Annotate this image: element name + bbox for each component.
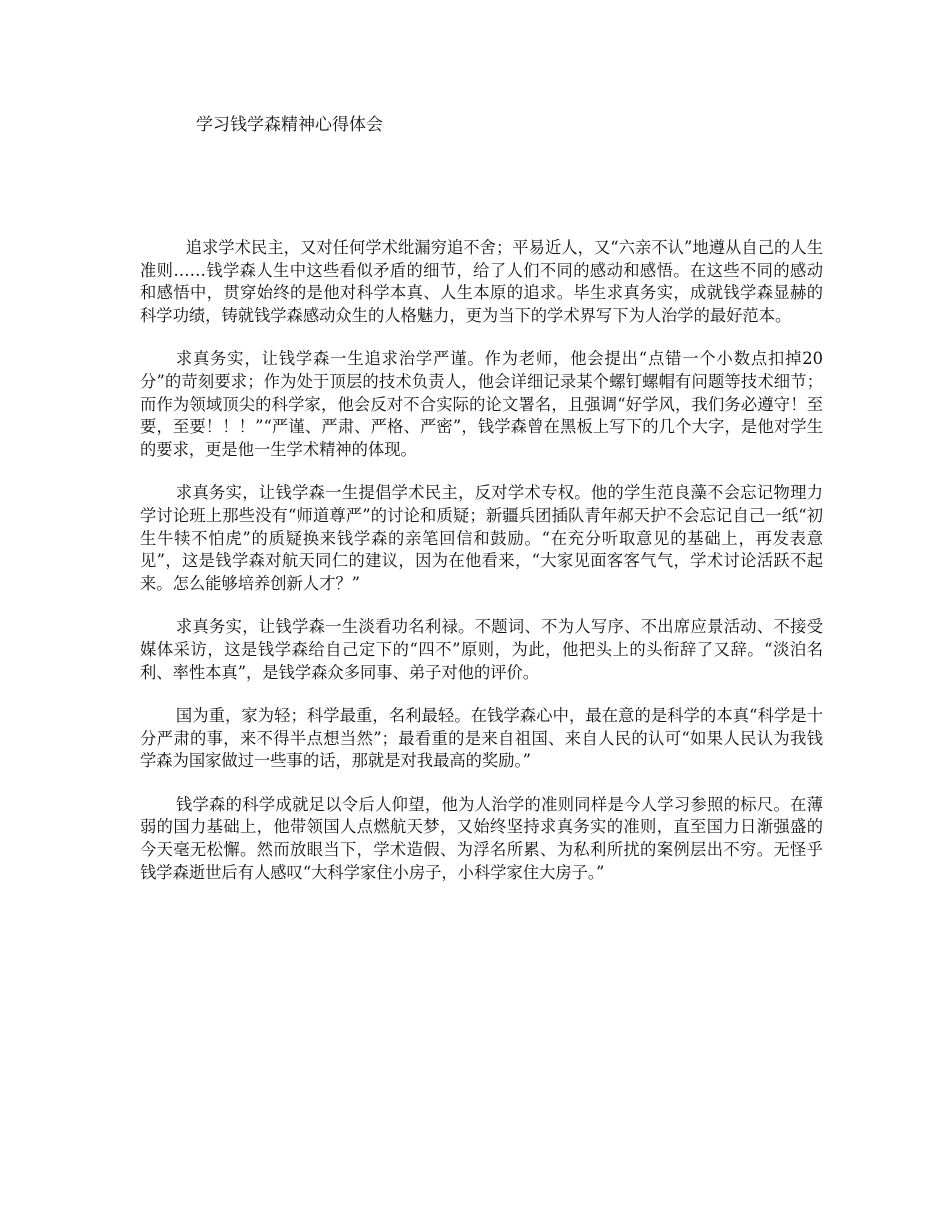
- paragraph-democracy: 求真务实，让钱学森一生提倡学术民主，反对学术专权。他的学生范良藻不会忘记物理力学讨论班上那些没有“师道尊严”的讨论和质疑；新疆兵团插队青年郝天护不会忘记自己一纸“初生牛犊不怕虎”的质疑换来钱学森的亲笔回信和鼓励。“在充分听取意见的基础上，再发表意见”，这是钱学森对航天同仁的建议，因为在他看来，“大家见面客客气气，学术讨论活跃不起来。怎么能够培养创新人才？”: [140, 483, 823, 593]
- paragraph-country: 国为重，家为轻；科学最重，名利最轻。在钱学森心中，最在意的是科学的本真“科学是十分严肃的事，来不得半点想当然”；最看重的是来自祖国、来自人民的认可“如果人民认为我钱学森为国家做过一些事的话，那就是对我最高的奖励。”: [140, 706, 823, 771]
- document-title: 学习钱学森精神心得体会: [196, 115, 383, 135]
- document-body: [140, 237, 823, 905]
- paragraph-intro: 追求学术民主，又对任何学术纰漏穷追不舍；平易近人，又“六亲不认”地遵从自己的人生准则……钱学森人生中这些看似矛盾的细节，给了人们不同的感动和感悟。在这些不同的感动和感悟中，贯穿始终的是他对科学本真、人生本原的追求。毕生求真务实，成就钱学森显赫的科学功绩，铸就钱学森感动众生的人格魅力，更为当下的学术界写下为人治学的最好范本。: [140, 238, 823, 325]
- paragraph-conclusion: 钱学森的科学成就足以令后人仰望，他为人治学的准则同样是今人学习参照的标尺。在薄弱的国力基础上，他带领国人点燃航天梦，又始终坚持求真务实的准则，直至国力日渐强盛的今天毫无松懈。然而放眼当下，学术造假、为浮名所累、为私利所扰的案例层出不穷。无怪乎钱学森逝世后有人感叹“大科学家住小房子，小科学家住大房子。”: [140, 794, 823, 882]
- paragraph-rigor: 求真务实，让钱学森一生追求治学严谨。作为老师，他会提出“点错一个小数点扣掉20分”的苛刻要求；作为处于顶层的技术负责人，他会详细记录某个螺钉螺帽有问题等技术细节；而作为领域顶尖的科学家，他会反对不合实际的论文署名，且强调“好学风，我们务必遵守！至要，至要！！！”“严谨、严肃、严格、严密”，钱学森曾在黑板上写下的几个大字，是他对学生的要求，更是他一生学术精神的体现。: [140, 349, 823, 459]
- paragraph-fame: 求真务实，让钱学森一生淡看功名利禄。不题词、不为人写序、不出席应景活动、不接受媒体采访，这是钱学森给自己定下的“四不”原则，为此，他把头上的头衔辞了又辞。“淡泊名利、率性本真”，是钱学森众多同事、弟子对他的评价。: [140, 617, 823, 682]
